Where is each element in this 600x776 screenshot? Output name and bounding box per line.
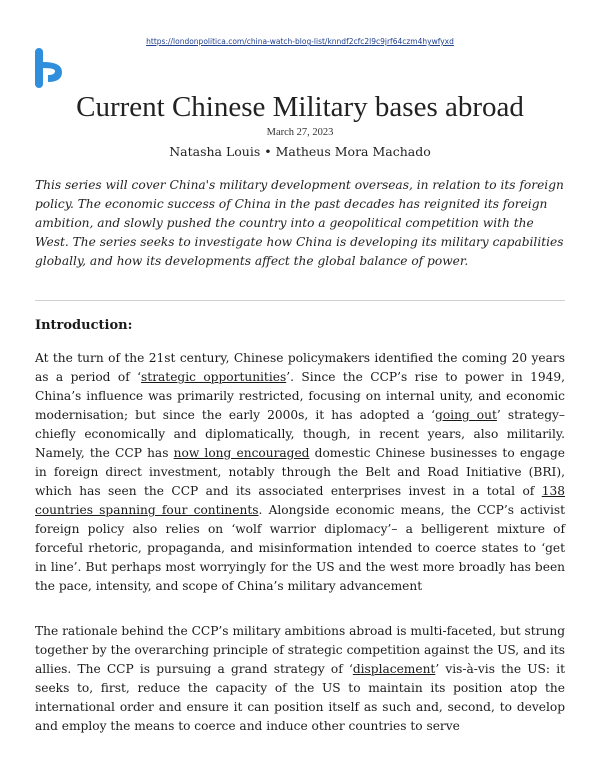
london-politica-logo-icon: [34, 48, 64, 90]
paragraph-text: ’. Since the CCP’s rise to power in 1949, China’s influence was primarily restricted, focusing on internal unity, and economic modernisation; but since the early 2000s, it has adopted a ‘: [35, 370, 565, 422]
paragraph-text: At the turn of the 21st century, Chinese policymakers identified the coming 20 years as a period of ‘: [35, 351, 565, 384]
paragraph-text: ’ vis-à-vis the US: it seeks to, first, reduce the capacity of the US to maintain its position atop the international order and ensure it can position itself as such and, second, to develop and employ the means to coerce and induce other countries to serve: [35, 662, 565, 733]
divider: [35, 300, 565, 301]
strategic-opportunities-link[interactable]: strategic opportunities: [141, 370, 287, 384]
paragraph-text: ’ strategy–chiefly economically and diplomatically, though, in recent years, also militarily. Namely, the CCP has: [35, 408, 565, 460]
page-title: Current Chinese Military bases abroad: [76, 91, 524, 123]
authors: Natasha Louis • Matheus Mora Machado: [169, 144, 431, 159]
paragraph-intro: [35, 349, 565, 596]
displacement-link[interactable]: displacement: [352, 662, 436, 676]
paragraph-rationale: [35, 622, 565, 736]
paragraph-text: . Alongside economic means, the CCP’s activist foreign policy also relies on ‘wolf warrior diplomacy’– a belligerent mixture of forceful rhetoric, propaganda, and misinformation intended to coerce states to ‘get in line’. But perhaps most worryingly for the US and the west more broadly has been the pace, intensity, and scope of China’s military advancement: [35, 503, 565, 593]
paragraph-text: domestic Chinese businesses to engage in foreign direct investment, notably through the Belt and Road Initiative (BRI), which has seen the CCP and its associated enterprises invest in a total of: [35, 446, 565, 498]
paragraph-text: The rationale behind the CCP’s military ambitions abroad is multi-faceted, but strung together by the overarching principle of strategic competition against the US, and its allies. The CCP is pursuing a grand strategy of ‘: [35, 624, 565, 676]
now-long-encouraged-link[interactable]: now long encouraged: [173, 446, 310, 460]
publish-date: March 27, 2023: [266, 127, 334, 138]
138-countries-link[interactable]: 138 countries spanning four continents: [35, 484, 565, 517]
source-url-link[interactable]: https://londonpolitica.com/china-watch-blog-list/knndf2cfc2l9c9jrf64czm4hywfyxd: [146, 37, 454, 46]
section-heading: Introduction:: [35, 318, 133, 333]
going-out-link[interactable]: going out: [435, 408, 497, 422]
abstract: This series will cover China's military development overseas, in relation to its foreign policy. The economic success of China in the past decades has reignited its foreign ambition, and slowly pushed the country into a geopolitical competition with the West. The series seeks to investigate how China is developing its military capabilities globally, and how its developments affect the global balance of power.: [35, 178, 564, 268]
